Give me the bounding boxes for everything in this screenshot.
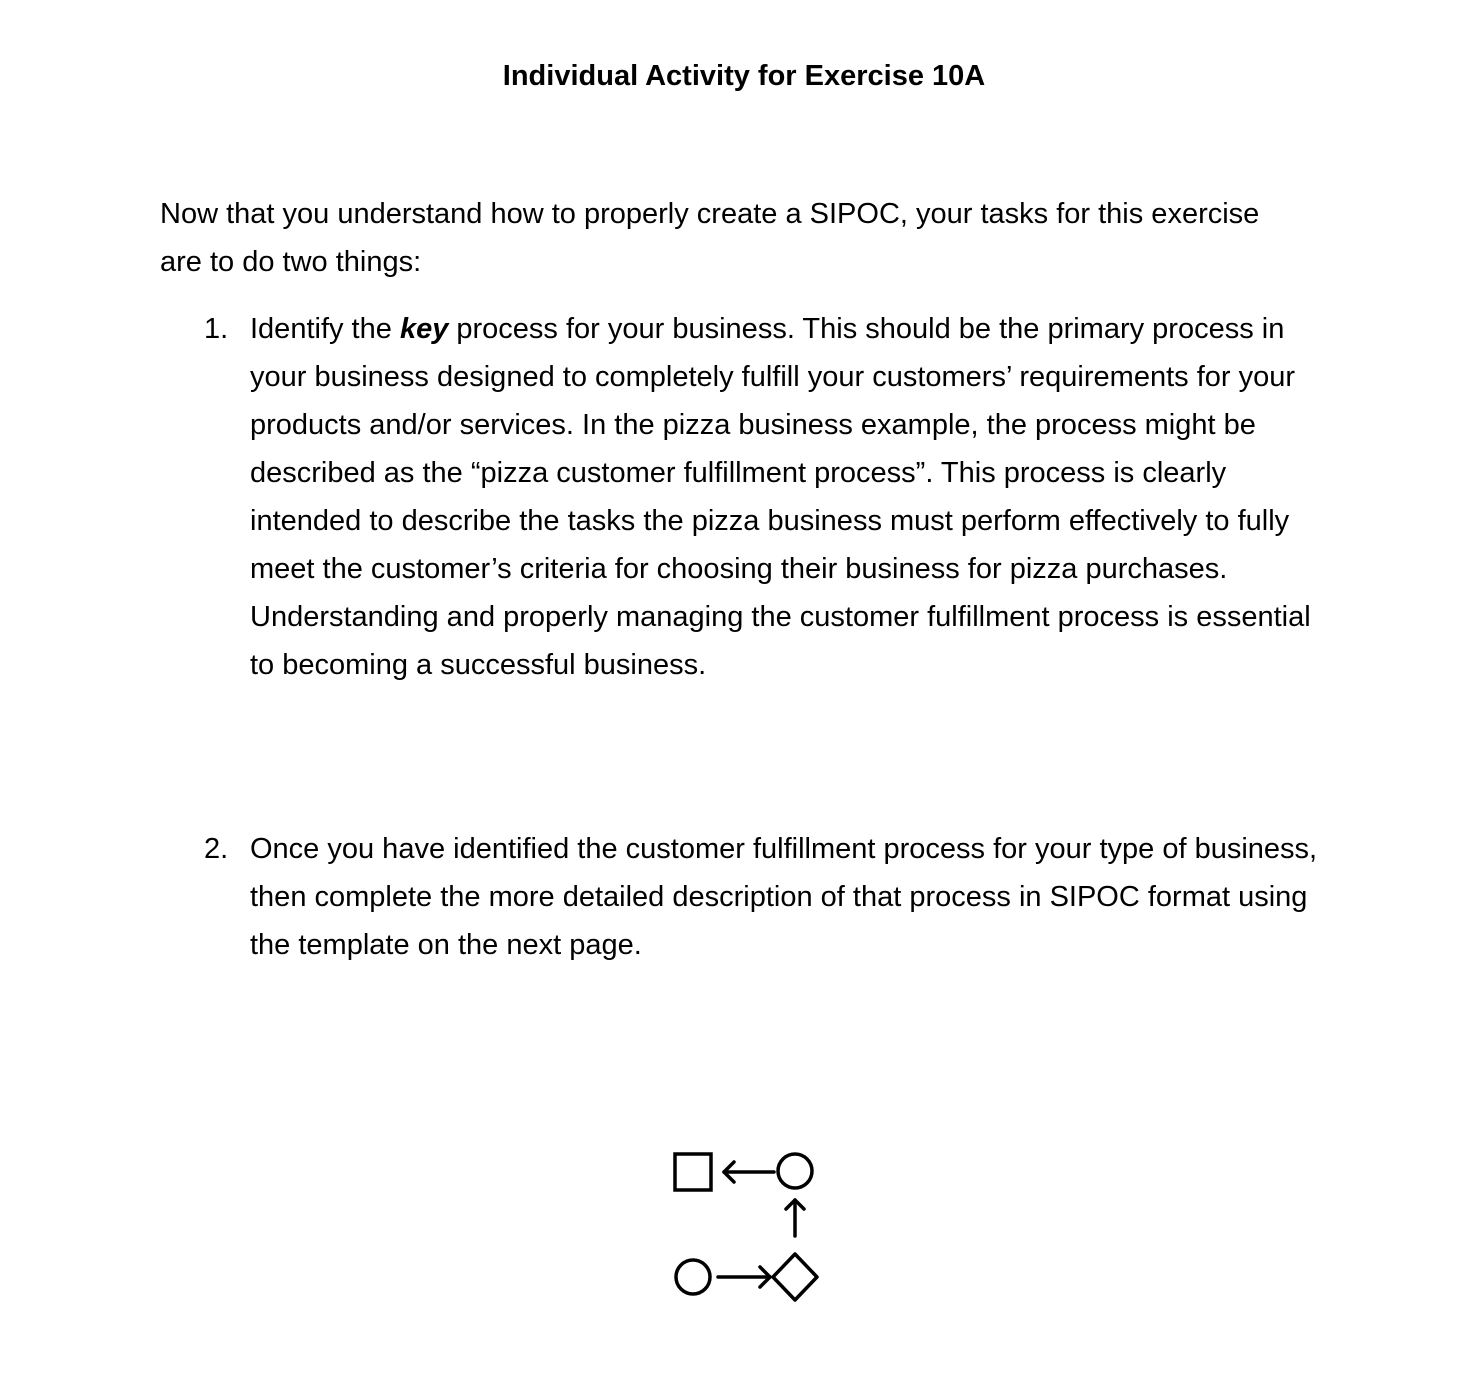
diamond-shape xyxy=(773,1254,817,1300)
list-item-rest: process for your business. This should be the primary process in your business designed to completely fulfill your customers’ requirements for your products and/or services. In the pizza business example, the process might be described as the “pizza customer fulfillment process”. This process is clearly intended to describe the tasks the pizza business must perform effectively to fully meet the customer’s criteria for choosing their business for pizza purchases. Understanding and properly managing the customer fulfillment process is essential to becoming a successful business. xyxy=(250,313,1311,681)
list-item-text: Once you have identified the customer fulfillment process for your type of business, then complete the more detailed description of that process in SIPOC format using the template on the next page. xyxy=(250,833,1318,961)
list-item-number: 2. xyxy=(204,833,229,865)
list-item-number: 1. xyxy=(204,313,229,345)
list-item xyxy=(204,305,1334,689)
list-item-lead: Identify the xyxy=(250,313,400,345)
intro-paragraph: Now that you understand how to properly create a SIPOC, your tasks for this exercise are to do two things: xyxy=(160,198,1260,278)
process-flow-icon xyxy=(668,1148,828,1308)
list-item xyxy=(204,825,1334,969)
square-shape xyxy=(675,1154,711,1190)
list-item-text xyxy=(250,305,1334,689)
emphasis-key: key xyxy=(399,313,449,345)
circle-shape-bottom xyxy=(676,1260,710,1294)
page-title: Individual Activity for Exercise 10A xyxy=(502,60,986,92)
circle-shape-top xyxy=(778,1154,812,1188)
